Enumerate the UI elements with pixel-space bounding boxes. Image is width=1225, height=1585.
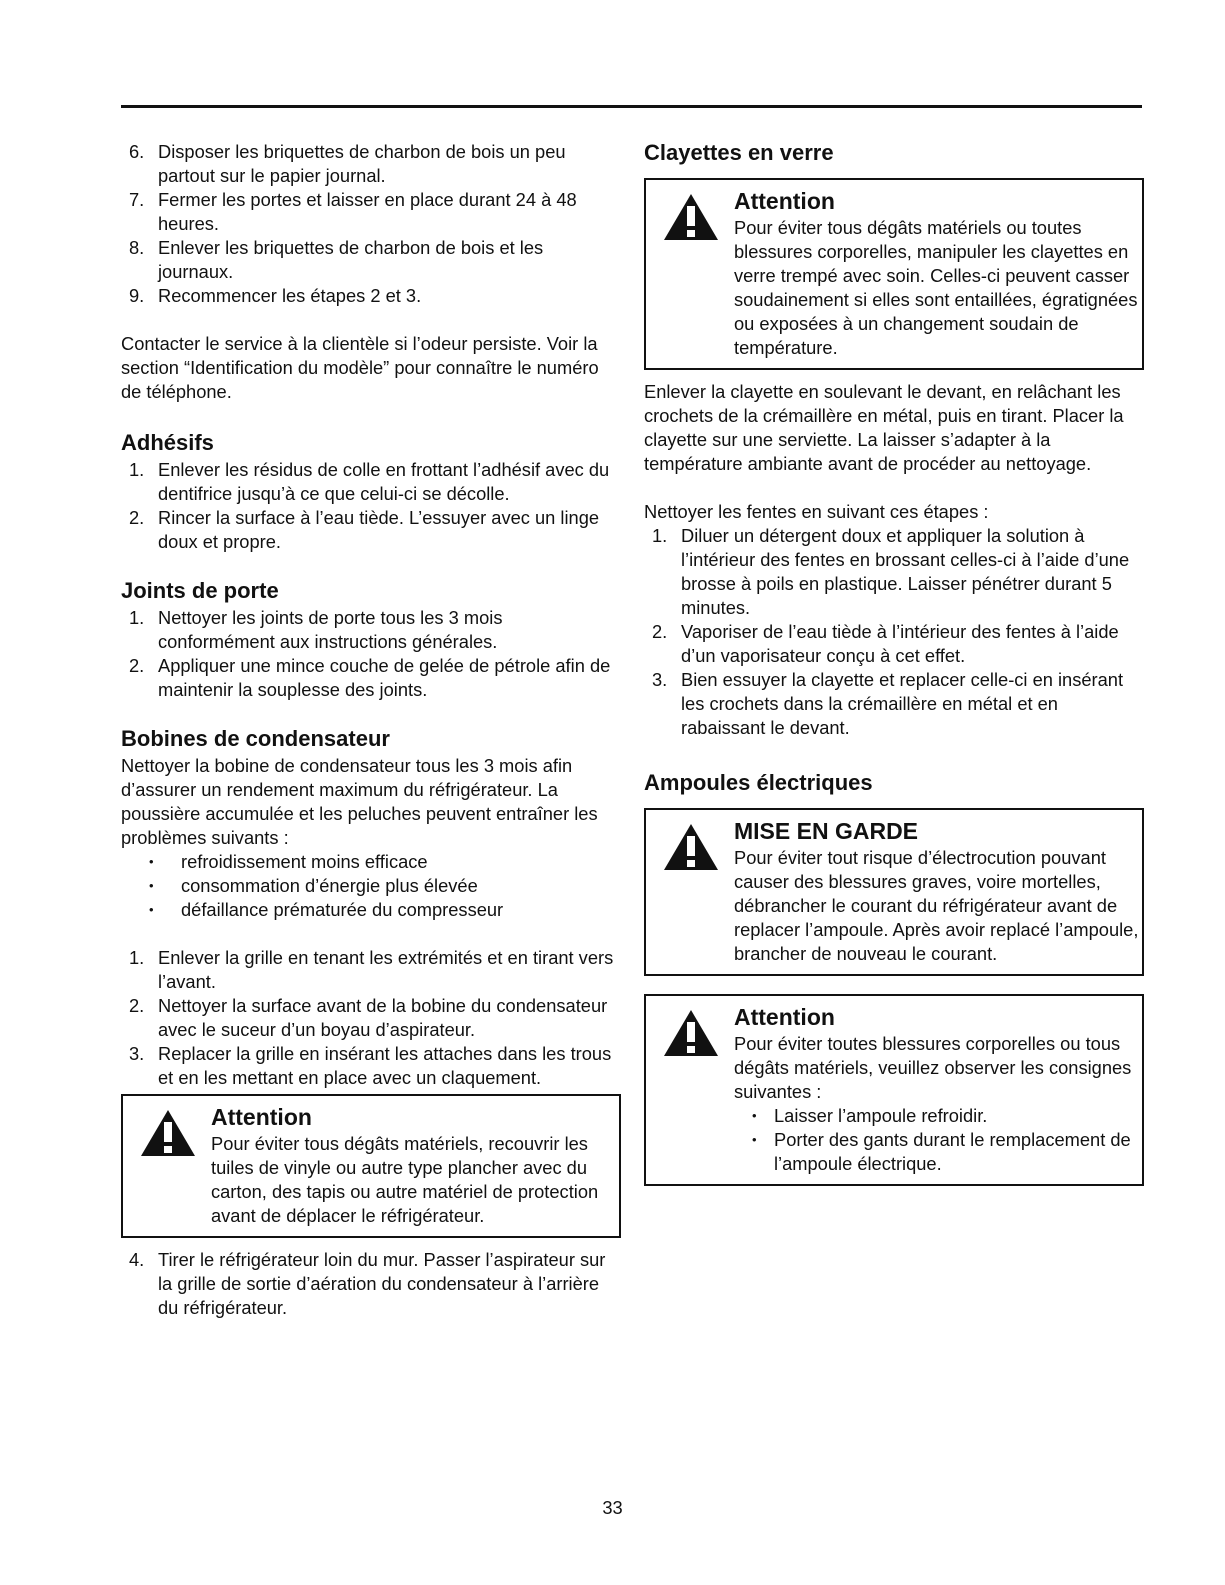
list-item: • refroidissement moins efficace [121,850,621,874]
list-item: 3. Bien essuyer la clayette et replacer celle-ci en insérant les crochets dans la crémaillère en métal et en rabaissant le devant. [652,669,1124,738]
page-number: 33 [602,1497,623,1518]
list-item: 4. Tirer le réfrigérateur loin du mur. Passer l’aspirateur sur la grille de sortie d’aération du condensateur à l’arrière du réfrigérateur. [129,1249,606,1318]
list-item: 2. Nettoyer la surface avant de la bobine du condensateur avec le suceur d’un boyau d’aspirateur. [129,995,608,1040]
list-item: 7. Fermer les portes et laisser en place durant 24 à 48 heures. [129,189,577,234]
list-item: 2. Vaporiser de l’eau tiède à l’intérieur des fentes à l’aide d’un vaporisateur conçu à cet effet. [652,621,1119,666]
clayettes-steps [644,524,1144,740]
intro-steps [121,140,621,308]
warning-text: Pour éviter tous dégâts matériels ou toutes blessures corporelles, manipuler les clayettes en verre trempé avec soin. Celles-ci peuvent casser soudainement si elles sont entaillées, égratignées ou exposées à un changement soudain de température. [734,217,1138,358]
right-column [644,138,1144,1186]
adhesifs-steps [121,458,621,554]
list-item: 2. Rincer la surface à l’eau tiède. L’essuyer avec un linge doux et propre. [129,507,600,552]
warning-box-floor [121,1094,621,1238]
clayettes-steps-intro: Nettoyer les fentes en suivant ces étapes : [644,501,989,522]
list-item: 1. Enlever les résidus de colle en frottant l’adhésif avec du dentifrice jusqu’à ce que celui-ci se décolle. [129,459,610,504]
list-item: 9. Recommencer les étapes 2 et 3. [129,285,422,306]
warning-bullets [734,1104,1142,1176]
clayettes-paragraph: Enlever la clayette en soulevant le devant, en relâchant les crochets de la crémaillère en métal, puis en tirant. Placer la clayette sur une serviette. La laisser s’adapter à la température ambiante avant de procéder au nettoyage. [644,381,1124,474]
warning-box-clayettes [644,178,1144,370]
list-item: 3. Replacer la grille en insérant les attaches dans les trous et en les mettant en place avec un claquement. [129,1043,612,1088]
warning-title: Attention [734,1004,835,1030]
joints-steps [121,606,621,702]
warning-text: Pour éviter tout risque d’électrocution pouvant causer des blessures graves, voire mortelles, débrancher le courant du réfrigérateur avant de replacer l’ampoule. Après avoir replacé l’ampoule, brancher de nouveau le courant. [734,847,1139,964]
bobines-step4 [121,1248,621,1320]
top-rule [121,105,1142,108]
section-title-joints: Joints de porte [121,578,279,603]
list-item: • défaillance prématurée du compresseur [121,898,621,922]
warning-triangle-icon [139,1108,197,1158]
warning-triangle-icon [662,1008,720,1058]
warning-box-mise-en-garde [644,808,1144,976]
list-item: 1. Enlever la grille en tenant les extrémités et en tirant vers l’avant. [129,947,614,992]
list-item: 6. Disposer les briquettes de charbon de bois un peu partout sur le papier journal. [129,141,566,186]
warning-text: Pour éviter tous dégâts matériels, recouvrir les tuiles de vinyle ou autre type plancher avec du carton, des tapis ou autre matériel de protection avant de déplacer le réfrigérateur. [211,1133,599,1226]
bobines-intro: Nettoyer la bobine de condensateur tous les 3 mois afin d’assurer un rendement maximum du réfrigérateur. La poussière accumulée et les peluches peuvent entraîner les problèmes suivants : [121,755,598,848]
warning-title: Attention [734,188,835,214]
bobines-steps [121,946,621,1090]
section-title-adhesifs: Adhésifs [121,430,214,455]
section-title-ampoules: Ampoules électriques [644,770,873,795]
section-title-bobines: Bobines de condensateur [121,726,390,751]
warning-title: Attention [211,1104,312,1130]
warning-text: Pour éviter toutes blessures corporelles ou tous dégâts matériels, veuillez observer les consignes suivantes : [734,1033,1132,1102]
list-item: 1. Nettoyer les joints de porte tous les 3 mois conformément aux instructions générales. [129,607,503,652]
warning-box-ampoule [644,994,1144,1186]
list-item: 1. Diluer un détergent doux et appliquer la solution à l’intérieur des fentes en brossant celles-ci à l’aide d’une brosse à poils en plastique. Laisser pénétrer durant 5 minutes. [652,525,1130,618]
warning-triangle-icon [662,822,720,872]
list-item: • consommation d’énergie plus élevée [121,874,621,898]
bobines-bullets [121,850,621,922]
list-item: • Porter des gants durant le remplacement de l’ampoule électrique. [734,1128,1142,1176]
contact-paragraph: Contacter le service à la clientèle si l’odeur persiste. Voir la section “Identification du modèle” pour connaître le numéro de téléphone. [121,333,599,402]
list-item: 2. Appliquer une mince couche de gelée de pétrole afin de maintenir la souplesse des joints. [129,655,611,700]
warning-title: MISE EN GARDE [734,818,919,844]
left-column [121,140,621,1320]
list-item: • Laisser l’ampoule refroidir. [734,1104,1142,1128]
list-item: 8. Enlever les briquettes de charbon de bois et les journaux. [129,237,544,282]
warning-triangle-icon [662,192,720,242]
section-title-clayettes: Clayettes en verre [644,140,834,165]
